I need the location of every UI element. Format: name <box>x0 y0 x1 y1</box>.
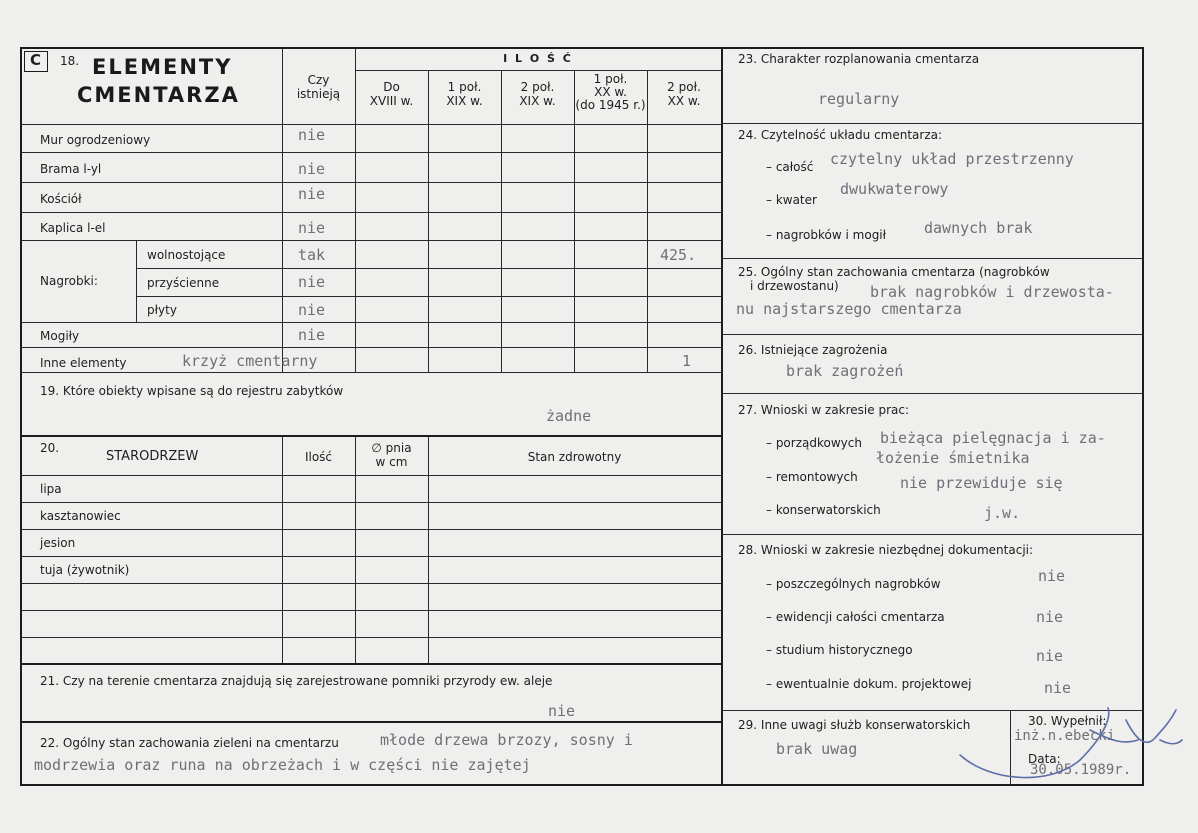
q28-item3-answer: nie <box>1036 647 1064 665</box>
period-header-1: Do XVIII w. <box>369 80 414 108</box>
nagrobki-plyty-label: płyty <box>147 303 177 317</box>
q22-answer-line1: młode drzewa brzozy, sosny i <box>380 731 633 749</box>
period-header-3: 2 poł. XIX w. <box>519 80 556 108</box>
q25-answer-line1: brak nagrobków i drzewosta- <box>870 283 1114 301</box>
elements-title-line1: ELEMENTY <box>92 55 233 79</box>
q28-item1-answer: nie <box>1038 567 1066 585</box>
row-kaplica-label: Kaplica l-el <box>40 221 106 235</box>
row-brama-exists: nie <box>298 160 326 178</box>
period-header-2: 1 poł. XIX w. <box>446 80 483 108</box>
q29-label: 29. Inne uwagi służb konserwatorskich <box>738 718 971 732</box>
row-brama-label: Brama l-yl <box>40 162 102 176</box>
inne-value: 1 <box>682 352 692 370</box>
row-mur-label: Mur ogrodzeniowy <box>40 133 151 147</box>
corner-letter: C <box>30 51 42 69</box>
starodrzew-col-stan: Stan zdrowotny <box>527 450 622 464</box>
q27-porz-label: – porządkowych <box>766 436 862 450</box>
row-mur-exists: nie <box>298 126 326 144</box>
q24-kwater-answer: dwukwaterowy <box>840 180 949 198</box>
nagrobki-przyscienne-label: przyścienne <box>147 276 220 290</box>
starodrzew-title: STARODRZEW <box>106 449 199 464</box>
mogily-exists: nie <box>298 326 326 344</box>
tree-lipa: lipa <box>40 482 62 496</box>
q30-date: 30.05.1989r. <box>1030 762 1132 778</box>
q29-answer: brak uwag <box>776 740 858 758</box>
nagrobki-plyty-exists: nie <box>298 301 326 319</box>
q27-porz-answer-1: bieżąca pielęgnacja i za- <box>880 429 1106 447</box>
q25-label-line2: i drzewostanu) <box>750 279 839 293</box>
row-kosciol-label: Kościół <box>40 192 82 206</box>
q28-item4-answer: nie <box>1044 679 1072 697</box>
q23-label: 23. Charakter rozplanowania cmentarza <box>738 52 980 66</box>
row-kosciol-exists: nie <box>298 185 326 203</box>
q28-item4-label: – ewentualnie dokum. projektowej <box>766 677 972 691</box>
col-exists-header: Czy istnieją <box>296 73 341 101</box>
inne-typed: krzyż cmentarny <box>182 352 318 370</box>
q24-calosc-answer: czytelny układ przestrzenny <box>830 150 1074 168</box>
nagrobki-przyscienne-exists: nie <box>298 273 326 291</box>
q30-name: inż.n.ebecki <box>1014 728 1116 744</box>
ilosc-header: I L O Ś Ć <box>503 52 573 65</box>
period-header-4: 1 poł. XX w. (do 1945 r.) <box>575 72 646 112</box>
signature-icon <box>940 700 1190 790</box>
q19-answer: żadne <box>546 407 592 425</box>
q22-answer-line2: modrzewia oraz runa na obrzeżach i w części nie zajętej <box>34 756 531 774</box>
q28-item2-answer: nie <box>1036 608 1064 626</box>
tree-kasztanowiec: kasztanowiec <box>40 509 121 523</box>
q26-answer: brak zagrożeń <box>786 362 904 380</box>
q24-kwater-label: – kwater <box>766 193 817 207</box>
mogily-label: Mogiły <box>40 329 80 343</box>
period-header-5: 2 poł. XX w. <box>667 80 701 108</box>
q28-label: 28. Wnioski w zakresie niezbędnej dokumentacji: <box>738 543 1034 557</box>
nagrobki-label: Nagrobki: <box>40 274 98 288</box>
q30-date-label: Data: <box>1028 752 1061 766</box>
nagrobki-wolnostojace-value: 425. <box>660 246 697 264</box>
q27-kons-answer: j.w. <box>984 504 1021 522</box>
q21-answer: nie <box>548 702 576 720</box>
elements-title-line2: CMENTARZA <box>77 83 240 107</box>
nagrobki-wolnostojace-label: wolnostojące <box>147 248 226 262</box>
q28-item3-label: – studium historycznego <box>766 643 913 657</box>
q27-remont-label: – remontowych <box>766 470 858 484</box>
tree-tuja: tuja (żywotnik) <box>40 563 130 577</box>
q19-label: 19. Które obiekty wpisane są do rejestru zabytków <box>40 384 344 398</box>
q21-label: 21. Czy na terenie cmentarza znajdują się zarejestrowane pomniki przyrody ew. aleje <box>40 674 553 688</box>
starodrzew-col-ilosc: Ilość <box>304 450 333 464</box>
q24-nagrobkow-answer: dawnych brak <box>924 219 1033 237</box>
tree-jesion: jesion <box>40 536 76 550</box>
q23-answer: regularny <box>818 90 900 108</box>
row-kaplica-exists: nie <box>298 219 326 237</box>
nagrobki-wolnostojace-exists: tak <box>298 246 326 264</box>
starodrzew-number: 20. <box>40 441 60 455</box>
q28-item1-label: – poszczególnych nagrobków <box>766 577 941 591</box>
q26-label: 26. Istniejące zagrożenia <box>738 343 888 357</box>
q24-label: 24. Czytelność układu cmentarza: <box>738 128 943 142</box>
q25-answer-line2: nu najstarszego cmentarza <box>736 300 962 318</box>
starodrzew-col-pnia: ∅ pnia w cm <box>371 441 412 469</box>
q27-porz-answer-2: łożenie śmietnika <box>876 449 1030 467</box>
q24-calosc-label: – całość <box>766 160 814 174</box>
q28-item2-label: – ewidencji całości cmentarza <box>766 610 945 624</box>
q24-nagrobkow-label: – nagrobków i mogił <box>766 228 887 242</box>
q27-remont-answer: nie przewiduje się <box>900 474 1063 492</box>
section-number-18: 18. <box>60 54 80 68</box>
q30-label: 30. Wypełnił: <box>1028 714 1107 728</box>
inne-label: Inne elementy <box>40 356 127 370</box>
q25-label-line1: 25. Ogólny stan zachowania cmentarza (nagrobków <box>738 265 1050 279</box>
q27-label: 27. Wnioski w zakresie prac: <box>738 403 910 417</box>
q22-label: 22. Ogólny stan zachowania zieleni na cmentarzu <box>40 736 339 750</box>
q27-kons-label: – konserwatorskich <box>766 503 881 517</box>
